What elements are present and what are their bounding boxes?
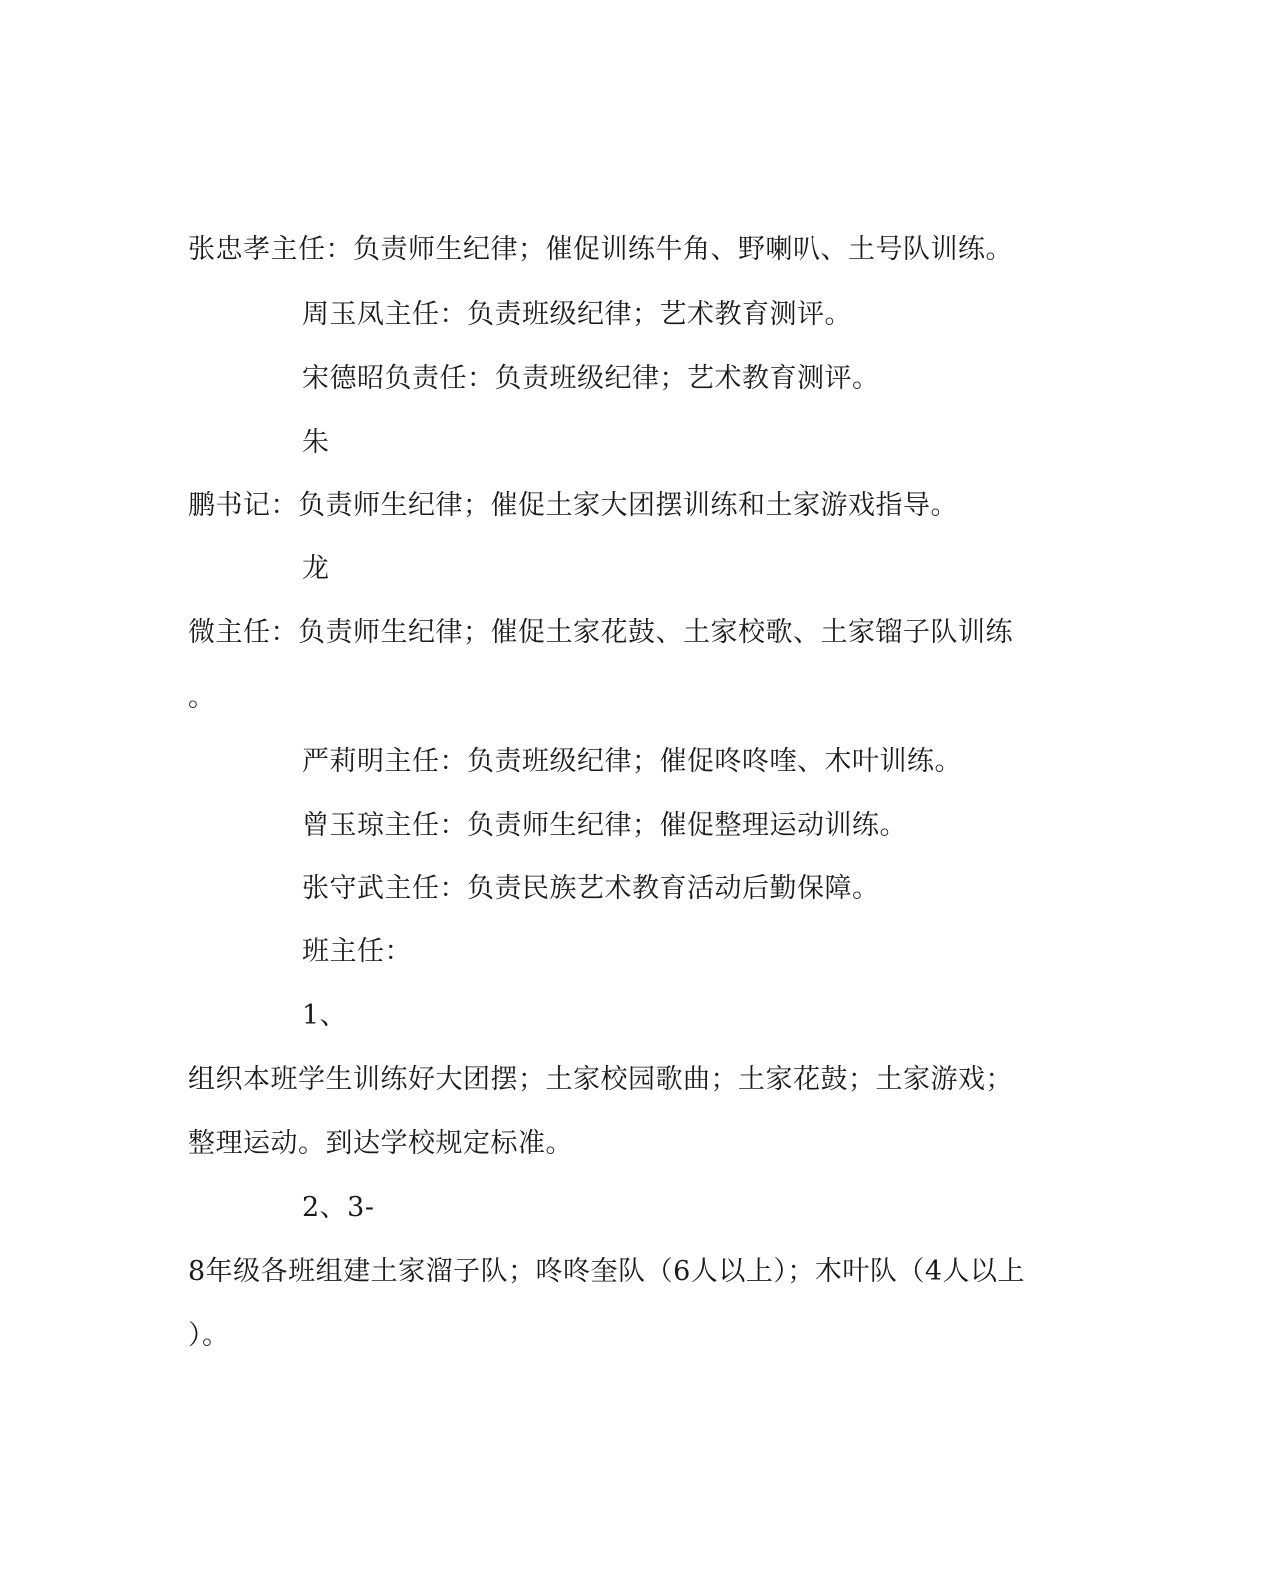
text-line: 鹏书记：负责师生纪律；催促土家大团摆训练和土家游戏指导。 [188,490,958,521]
text-line: 宋德昭负责任：负责班级纪律；艺术教育测评。 [302,363,880,394]
text-line: 2、3- [302,1192,375,1223]
text-line: 严莉明主任：负责班级纪律；催促咚咚喹、木叶训练。 [302,746,962,777]
text-line: ）。 [188,1320,230,1351]
text-line: 张守武主任：负责民族艺术教育活动后勤保障。 [302,873,880,904]
text-line: 1、 [302,1000,348,1031]
text-line: 龙 [302,553,330,584]
text-line: 组织本班学生训练好大团摆；土家校园歌曲；土家花鼓；土家游戏； [188,1064,1013,1095]
text-line: 周玉凤主任：负责班级纪律；艺术教育测评。 [302,299,852,330]
text-line: 班主任： [302,936,412,967]
text-line: 朱 [302,427,330,458]
text-line: 曾玉琼主任：负责师生纪律；催促整理运动训练。 [302,810,907,841]
text-line: 张忠孝主任：负责师生纪律；催促训练牛角、野喇叭、土号队训练。 [188,234,1013,265]
text-line: 。 [188,682,216,713]
text-line: 微主任：负责师生纪律；催促土家花鼓、土家校歌、土家镏子队训练 [188,617,1013,648]
text-line: 8年级各班组建土家溜子队；咚咚奎队（6人以上）；木叶队（4人以上 [188,1256,1026,1287]
text-line: 整理运动。到达学校规定标准。 [188,1128,573,1159]
